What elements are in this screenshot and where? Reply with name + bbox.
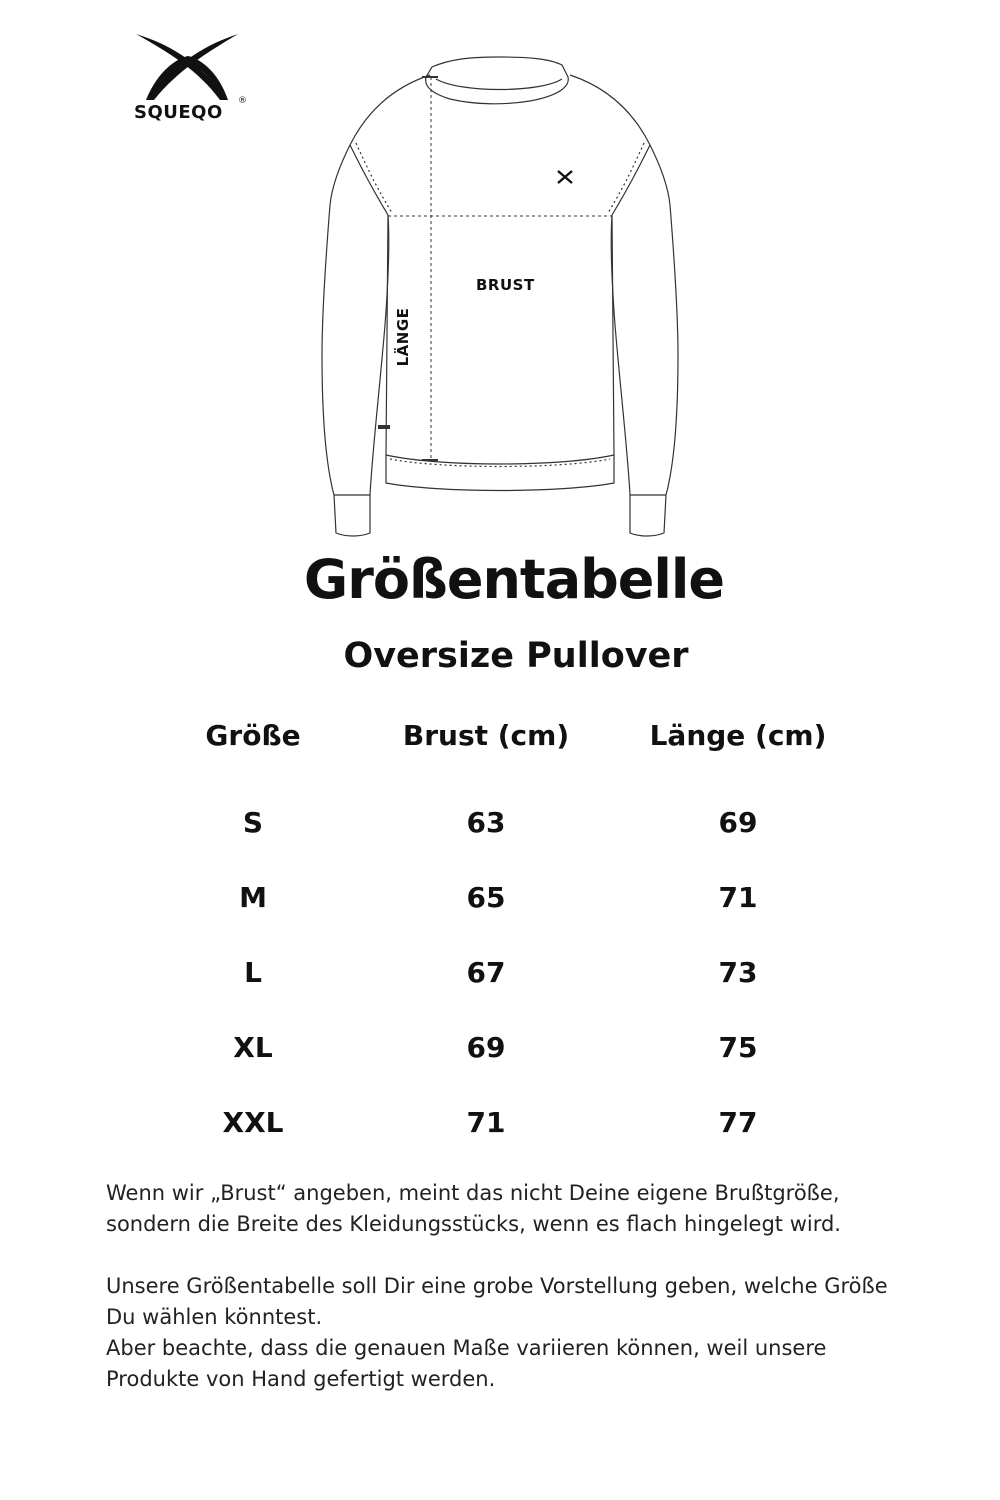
logo-wordmark: SQUEQO (134, 102, 223, 123)
table-row (130, 860, 880, 935)
length-cell: 71 (718, 881, 758, 914)
length-cell: 73 (718, 956, 758, 989)
note-handmade-variation: Aber beachte, dass die genauen Maße variieren können, weil unsere Produkte von Hand gefertigt werden. (106, 1336, 827, 1391)
size-notes (106, 1178, 906, 1395)
table-row (130, 760, 880, 860)
table-row (130, 1085, 880, 1160)
registered-mark: ® (238, 96, 247, 106)
chest-cell: 69 (466, 1031, 506, 1064)
size-cell: XXL (222, 1106, 284, 1139)
chest-cell: 71 (466, 1106, 506, 1139)
size-cell: M (239, 881, 267, 914)
size-cell: XL (233, 1031, 273, 1064)
chest-cell: 63 (466, 806, 506, 839)
logo-mark-icon (128, 30, 253, 105)
page-title: Größentabelle (303, 548, 725, 611)
note-chest-explanation: Wenn wir „Brust“ angeben, meint das nicht Deine eigene Brußtgröße, sondern die Breite des Kleidungsstücks, wenn es flach hingelegt wird. (106, 1181, 841, 1236)
table-row (130, 935, 880, 1010)
length-cell: 77 (718, 1106, 758, 1139)
chest-cell: 65 (466, 881, 506, 914)
chest-measure-label: BRUST (476, 276, 535, 294)
length-measure-label: LÄNGE (394, 307, 412, 367)
size-cell: L (244, 956, 262, 989)
note-size-guidance: Unsere Größentabelle soll Dir eine grobe Vorstellung geben, welche Größe Du wählen könntest. (106, 1274, 888, 1329)
length-cell: 69 (718, 806, 758, 839)
size-cell: S (242, 806, 264, 839)
header-length: Länge (cm) (649, 718, 827, 752)
table-row (130, 1010, 880, 1085)
page-subtitle: Oversize Pullover (343, 636, 689, 676)
header-chest: Brust (cm) (402, 718, 570, 752)
brand-logo (128, 30, 253, 130)
table-header-row (130, 710, 880, 760)
chest-cell: 67 (466, 956, 506, 989)
header-size: Größe (205, 718, 301, 752)
pullover-illustration (300, 55, 720, 545)
size-table (130, 710, 880, 1160)
length-cell: 75 (718, 1031, 758, 1064)
